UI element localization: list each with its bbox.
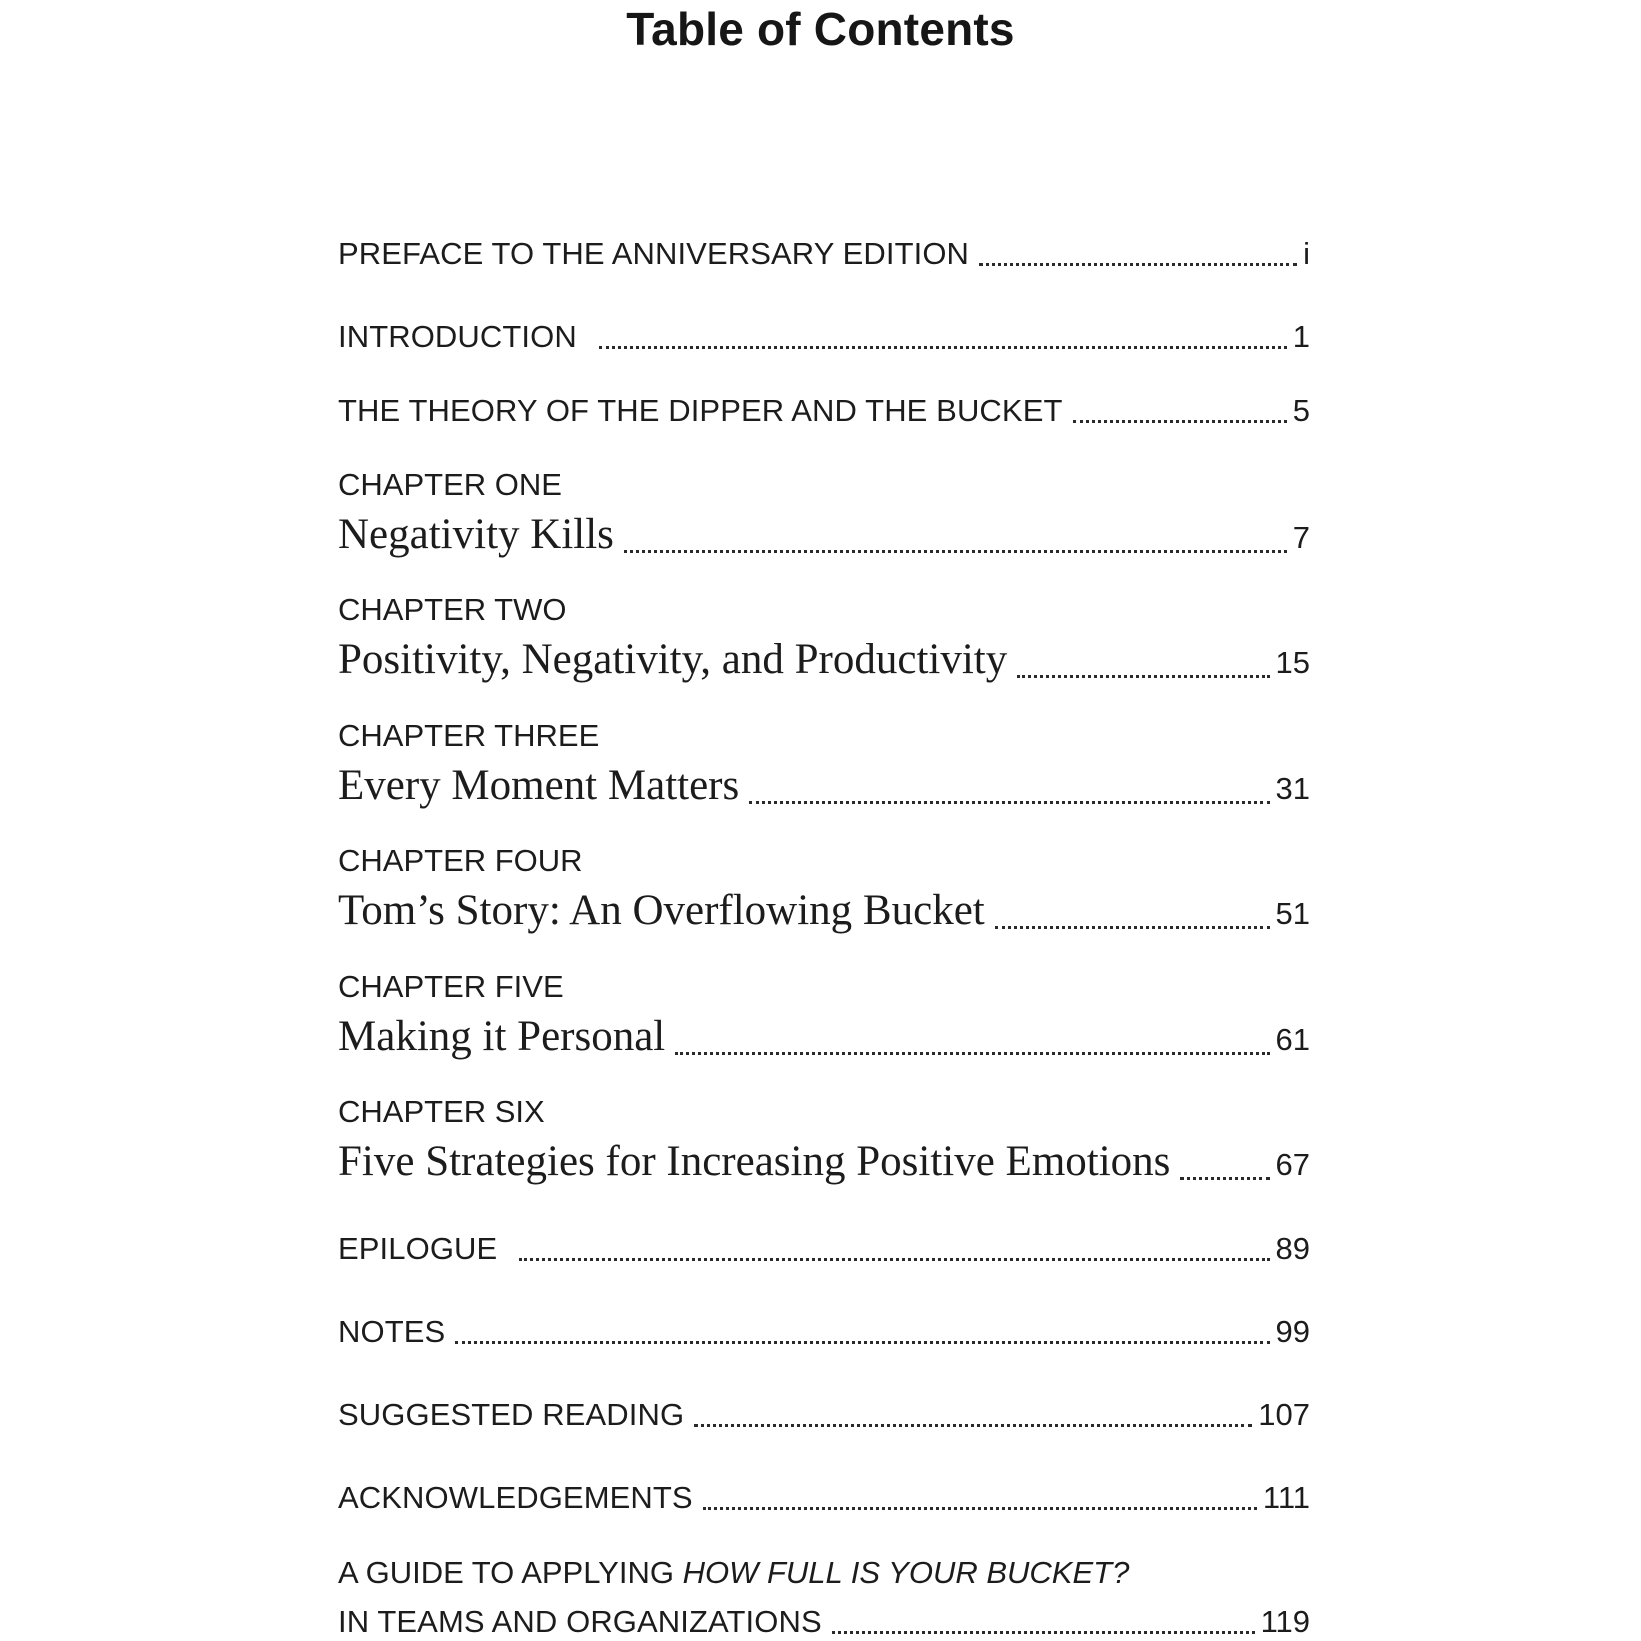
chapter-title: Making it Personal — [338, 1013, 666, 1060]
chapter-two-label: CHAPTER TWO — [338, 592, 567, 627]
chapter-title: Tom’s Story: An Overflowing Bucket — [338, 887, 985, 934]
toc-entry-chapter-one[interactable] — [338, 510, 1310, 559]
toc-entry-guide[interactable] — [338, 1604, 1310, 1640]
dot-leader — [832, 1631, 1255, 1634]
page-number: 31 — [1275, 771, 1310, 806]
entry-label: PREFACE TO THE ANNIVERSARY EDITION — [338, 236, 970, 271]
dot-leader — [1017, 675, 1269, 678]
chapter-title: Positivity, Negativity, and Productivity — [338, 636, 1008, 683]
chapter-four-label: CHAPTER FOUR — [338, 843, 583, 878]
entry-label: ACKNOWLEDGEMENTS — [338, 1480, 693, 1515]
toc-entry-epilogue[interactable] — [338, 1231, 1310, 1267]
entry-label: EPILOGUE — [338, 1231, 498, 1266]
dot-leader — [1180, 1177, 1269, 1180]
toc-entry-chapter-three[interactable] — [338, 761, 1310, 810]
toc-entry-chapter-five[interactable] — [338, 1012, 1310, 1061]
toc-entry-notes[interactable] — [338, 1314, 1310, 1350]
chapter-six-label: CHAPTER SIX — [338, 1094, 545, 1129]
page-number: 111 — [1262, 1480, 1310, 1515]
dot-leader — [979, 263, 1297, 266]
chapter-title: Every Moment Matters — [338, 762, 740, 809]
page-number: 107 — [1258, 1397, 1310, 1432]
page-number: i — [1303, 236, 1310, 271]
dot-leader — [703, 1507, 1257, 1510]
page-number: 7 — [1292, 520, 1310, 555]
page-number: 119 — [1260, 1604, 1310, 1639]
entry-label: NOTES — [338, 1314, 446, 1349]
page-number: 67 — [1275, 1147, 1310, 1182]
dot-leader — [995, 926, 1270, 929]
page-number: 99 — [1275, 1314, 1310, 1349]
chapter-title: Five Strategies for Increasing Positive Emotions — [338, 1138, 1171, 1185]
entry-label: SUGGESTED READING — [338, 1397, 685, 1432]
chapter-one-label: CHAPTER ONE — [338, 467, 562, 502]
toc-list — [338, 0, 1310, 1641]
toc-entry-introduction[interactable] — [338, 319, 1310, 355]
toc-entry-chapter-four[interactable] — [338, 886, 1310, 935]
dot-leader — [599, 346, 1287, 349]
page-number: 15 — [1275, 645, 1310, 680]
toc-entry-chapter-six[interactable] — [338, 1137, 1310, 1186]
guide-label-line1 — [338, 1555, 1129, 1591]
toc-entry-chapter-two[interactable] — [338, 635, 1310, 684]
dot-leader — [694, 1424, 1252, 1427]
entry-label: INTRODUCTION — [338, 319, 577, 354]
guide-book-title: HOW FULL IS YOUR BUCKET? — [682, 1555, 1130, 1590]
dot-leader — [455, 1341, 1269, 1344]
toc-entry-theory[interactable] — [338, 393, 1310, 429]
dot-leader — [1073, 420, 1287, 423]
toc-entry-acknowledgements[interactable] — [338, 1480, 1310, 1516]
chapter-three-label: CHAPTER THREE — [338, 718, 600, 753]
page-title: Table of Contents — [626, 3, 1015, 55]
page-number: 89 — [1275, 1231, 1310, 1266]
dot-leader — [749, 801, 1269, 804]
chapter-title: Negativity Kills — [338, 511, 614, 558]
dot-leader — [519, 1258, 1269, 1261]
toc-entry-preface[interactable] — [338, 236, 1310, 272]
dot-leader — [624, 550, 1287, 553]
entry-label: THE THEORY OF THE DIPPER AND THE BUCKET — [338, 393, 1063, 428]
page-number: 61 — [1275, 1022, 1310, 1057]
page-number: 5 — [1292, 393, 1310, 428]
page-number: 51 — [1275, 896, 1310, 931]
guide-prefix: A GUIDE TO APPLYING — [338, 1555, 683, 1590]
entry-label: IN TEAMS AND ORGANIZATIONS — [338, 1604, 822, 1639]
page-number: 1 — [1292, 319, 1310, 354]
dot-leader — [675, 1052, 1269, 1055]
chapter-five-label: CHAPTER FIVE — [338, 969, 564, 1004]
toc-entry-suggested-reading[interactable] — [338, 1397, 1310, 1433]
